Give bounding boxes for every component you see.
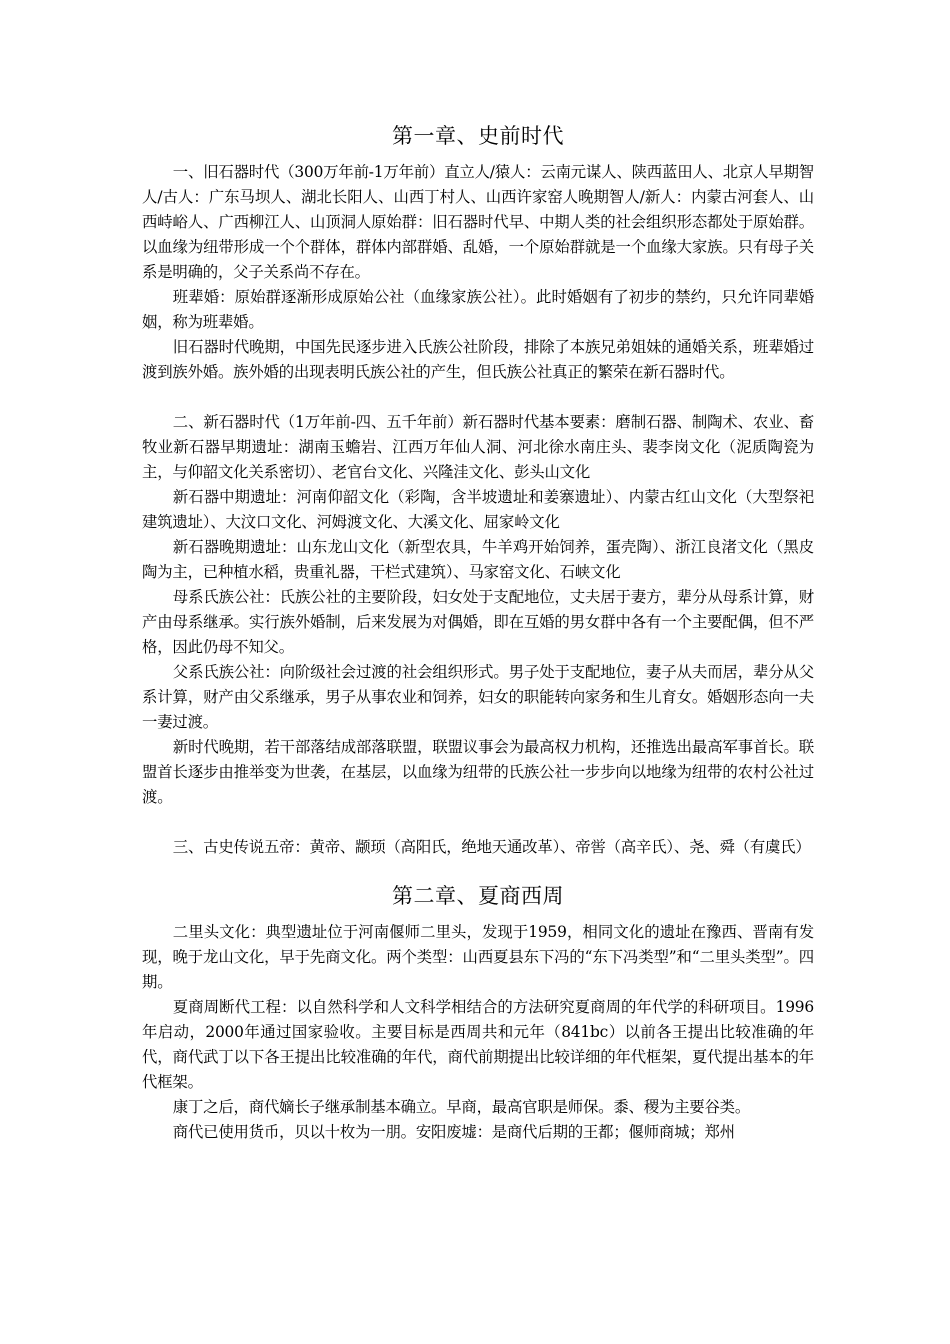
paragraph: 二里头文化：典型遗址位于河南偃师二里头，发现于1959，相同文化的遗址在豫西、晋南有发现，晚于龙山文化，早于先商文化。两个类型：山西夏县东下冯的“东下冯类型”和“二里头类型”。四期。	[142, 923, 814, 991]
paragraph: 一、旧石器时代（300万年前-1万年前）直立人/猿人：云南元谋人、陕西蓝田人、北京人早期智人/古人：广东马坝人、湖北长阳人、山西丁村人、山西许家窑人晚期智人/新人：内蒙古河套人、山西峙峪人、广西柳江人、山顶洞人原始群：旧石器时代早、中期人类的社会组织形态都处于原始群。以血缘为纽带形成一个个群体，群体内部群婚、乱婚，一个原始群就是一个血缘大家族。只有母子关系是明确的，父子关系尚不存在。	[142, 163, 814, 281]
paragraph: 三、古史传说五帝：黄帝、颛顼（高阳氏，绝地天通改革）、帝喾（高辛氏）、尧、舜（有虞氏）	[172, 838, 811, 856]
paragraph: 旧石器时代晚期，中国先民逐步进入氏族公社阶段，排除了本族兄弟姐妹的通婚关系，班辈婚过渡到族外婚。族外婚的出现表明氏族公社的产生，但氏族公社真正的繁荣在新石器时代。	[142, 338, 814, 381]
paragraph: 母系氏族公社：氏族公社的主要阶段，妇女处于支配地位，丈夫居于妻方，辈分从母系计算，财产由母系继承。实行族外婚制，后来发展为对偶婚，即在互婚的男女群中各有一个主要配偶，但不严格，因此仍母不知父。	[142, 588, 814, 656]
paragraph: 夏商周断代工程：以自然科学和人文科学相结合的方法研究夏商周的年代学的科研项目。1996年启动，2000年通过国家验收。主要目标是西周共和元年（841bc）以前各王提出比较准确的年代，商代武丁以下各王提出比较准确的年代，商代前期提出比较详细的年代框架，夏代提出基本的年代框架。	[142, 998, 814, 1091]
blank-line	[142, 385, 814, 410]
document-body	[142, 110, 814, 1145]
paragraph: 商代已使用货币，贝以十枚为一朋。安阳废墟：是商代后期的王都；偃师商城；郑州	[172, 1123, 735, 1141]
paragraph: 新时代晚期，若干部落结成部落联盟，联盟议事会为最高权力机构，还推选出最高军事首长。联盟首长逐步由推举变为世袭，在基层，以血缘为纽带的氏族公社一步步向以地缘为纽带的农村公社过渡。	[142, 738, 814, 806]
paragraph: 康丁之后，商代嫡长子继承制基本确立。早商，最高官职是师保。黍、稷为主要谷类。	[172, 1098, 751, 1116]
blank-line	[142, 810, 814, 835]
paragraph: 新石器中期遗址：河南仰韶文化（彩陶，含半坡遗址和姜寨遗址）、内蒙古红山文化（大型祭祀建筑遗址）、大汶口文化、河姆渡文化、大溪文化、屈家岭文化	[142, 488, 814, 531]
chapter-1-title: 第一章、史前时代	[392, 124, 564, 148]
paragraph: 父系氏族公社：向阶级社会过渡的社会组织形式。男子处于支配地位，妻子从夫而居，辈分从父系计算，财产由父系继承，男子从事农业和饲养，妇女的职能转向家务和生儿育女。婚姻形态向一夫一妻过渡。	[142, 663, 814, 731]
chapter-2-title: 第二章、夏商西周	[392, 884, 564, 908]
paragraph: 班辈婚：原始群逐渐形成原始公社（血缘家族公社）。此时婚姻有了初步的禁约，只允许同辈婚姻，称为班辈婚。	[142, 288, 814, 331]
paragraph: 新石器晚期遗址：山东龙山文化（新型农具，牛羊鸡开始饲养，蛋壳陶）、浙江良渚文化（黑皮陶为主，已种植水稻，贵重礼器，干栏式建筑）、马家窑文化、石峡文化	[142, 538, 814, 581]
paragraph: 二、新石器时代（1万年前-四、五千年前）新石器时代基本要素：磨制石器、制陶术、农业、畜牧业新石器早期遗址：湖南玉蟾岩、江西万年仙人洞、河北徐水南庄头、裴李岗文化（泥质陶瓷为主，与仰韶文化关系密切）、老官台文化、兴隆洼文化、彭头山文化	[142, 413, 814, 481]
